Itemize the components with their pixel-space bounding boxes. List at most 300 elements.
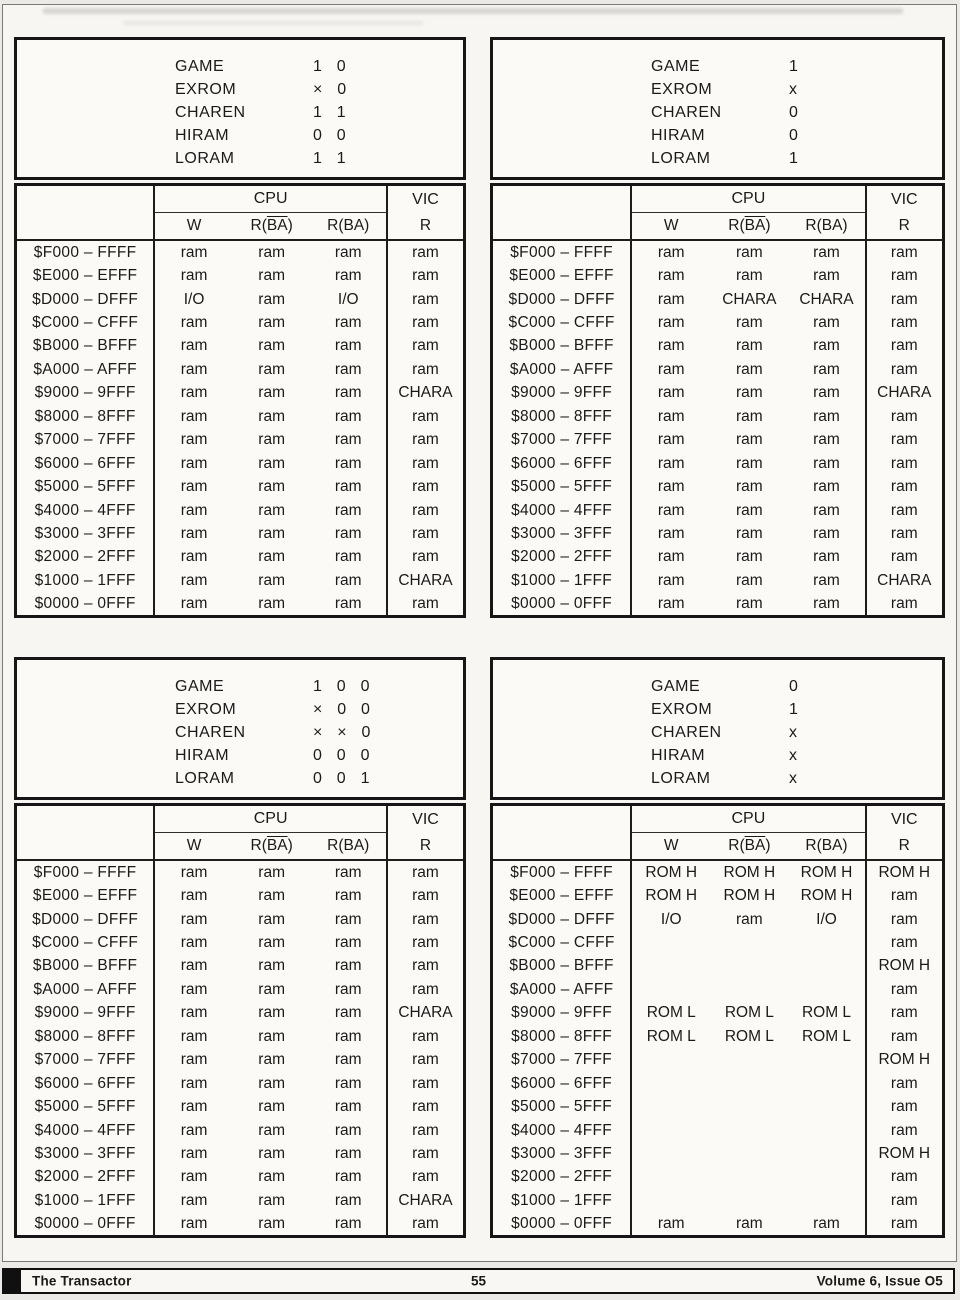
table-row — [493, 452, 942, 475]
config-row — [17, 124, 463, 147]
table-header-row-groups — [17, 806, 463, 833]
table-row — [17, 311, 463, 334]
table-row — [493, 522, 942, 545]
cpu-read-ba-low-cell — [710, 955, 788, 978]
vic-label: VIC — [412, 190, 439, 208]
address-column-corner — [17, 833, 155, 859]
ba-overline: $\overline{BA}$ — [744, 837, 766, 854]
config-row — [493, 101, 942, 124]
config-row — [493, 721, 942, 744]
cpu-read-ba-high-cell: ram — [788, 429, 866, 452]
signal-name: HIRAM — [175, 746, 230, 764]
cpu-write-cell: ram — [180, 910, 208, 928]
cpu-read-ba-low-cell: ROM L — [724, 1027, 774, 1045]
address-cell: $6000 – 6FFF — [17, 1072, 155, 1095]
cpu-read-ba-high-cell: ram — [310, 335, 388, 358]
cpu-read-ba-low-cell: ROM H — [723, 887, 776, 905]
cpu-write-cell: ram — [180, 571, 208, 589]
cpu-read-ba-high-cell — [788, 1049, 866, 1072]
vic-read-cell: ram — [412, 1168, 439, 1186]
cpu-read-ba-low-cell: ram — [258, 454, 285, 472]
cpu-read-ba-low-cell: ram — [258, 1215, 285, 1233]
table-row — [17, 241, 463, 264]
config-row — [17, 55, 463, 78]
vic-read-cell: ram — [890, 934, 918, 952]
address-cell: $7000 – 7FFF — [17, 1049, 155, 1072]
cpu-read-ba-high-cell: ram — [310, 522, 388, 545]
cpu-label: CPU — [253, 190, 288, 207]
table-row — [17, 288, 463, 311]
cpu-label: CPU — [253, 810, 288, 827]
table-row — [493, 311, 942, 334]
col-header-read-ba-high: R(BA) — [788, 833, 866, 859]
signal-name: LORAM — [651, 149, 711, 167]
vic-read-cell: ram — [412, 957, 439, 975]
scan-artifact — [43, 8, 903, 14]
address-cell: $9000 – 9FFF — [17, 382, 155, 405]
cpu-read-ba-high-cell: ROM H — [788, 861, 866, 884]
address-cell: $5000 – 5FFF — [17, 475, 155, 498]
cpu-read-ba-low-cell: ram — [258, 1051, 285, 1069]
cpu-read-ba-high-cell: ram — [788, 382, 866, 405]
cpu-read-ba-high-cell: ram — [310, 1213, 388, 1236]
address-cell: $6000 – 6FFF — [17, 452, 155, 475]
cpu-write-cell — [632, 1189, 710, 1212]
cpu-read-ba-high-cell: ram — [310, 1142, 388, 1165]
signal-value: 0 0 0 — [313, 746, 372, 764]
signal-config-box — [14, 657, 466, 800]
address-cell: $C000 – CFFF — [17, 311, 155, 334]
address-cell: $B000 – BFFF — [17, 955, 155, 978]
cpu-read-ba-high-cell: ram — [788, 405, 866, 428]
address-cell: $D000 – DFFF — [493, 908, 632, 931]
cpu-read-ba-low-cell: ram — [736, 548, 763, 566]
address-cell: $B000 – BFFF — [493, 335, 632, 358]
address-cell: $4000 – 4FFF — [17, 1119, 155, 1142]
table-row — [493, 241, 942, 264]
address-cell: $9000 – 9FFF — [17, 1002, 155, 1025]
cpu-read-ba-low-cell: ram — [258, 863, 285, 881]
signal-name: LORAM — [175, 149, 235, 167]
cpu-read-ba-low-cell: ram — [258, 910, 285, 928]
vic-read-cell: ram — [412, 524, 439, 542]
cpu-write-cell: ram — [180, 478, 208, 496]
address-cell: $0000 – 0FFF — [17, 1213, 155, 1236]
table-row — [17, 978, 463, 1001]
vic-read-cell: ram — [890, 887, 918, 905]
cpu-read-ba-low-cell: ram — [736, 431, 763, 449]
vic-read-cell: ram — [412, 1027, 439, 1045]
vic-column-group-header — [388, 806, 463, 833]
table-row — [493, 382, 942, 405]
cpu-read-ba-low-cell: ram — [736, 501, 763, 519]
address-cell: $E000 – EFFF — [493, 264, 632, 287]
vic-column-group-header — [867, 806, 942, 833]
vic-read-cell: ram — [890, 524, 918, 542]
address-cell: $A000 – AFFF — [17, 358, 155, 381]
cpu-write-cell: ram — [180, 1004, 208, 1022]
table-row — [17, 593, 463, 616]
cpu-read-ba-low-cell: ram — [736, 524, 763, 542]
address-cell: $D000 – DFFF — [17, 288, 155, 311]
config-row — [17, 744, 463, 767]
cpu-write-cell: ram — [180, 431, 208, 449]
signal-value: 0 — [789, 103, 800, 121]
address-column-corner — [493, 806, 632, 833]
cpu-read-ba-high-cell: ram — [788, 358, 866, 381]
scanned-page — [2, 4, 957, 1262]
vic-read-cell: ram — [412, 1121, 439, 1139]
cpu-write-cell: ram — [180, 314, 208, 332]
table-row — [493, 288, 942, 311]
cpu-read-ba-high-cell: ram — [310, 475, 388, 498]
cpu-read-ba-high-cell: ram — [310, 499, 388, 522]
config-row — [493, 698, 942, 721]
cpu-write-cell: ram — [180, 267, 208, 285]
vic-read-cell: ram — [890, 407, 918, 425]
cpu-read-ba-low-cell: ram — [258, 957, 285, 975]
r-close: ) — [765, 217, 771, 234]
cpu-read-ba-low-cell: ram — [258, 501, 285, 519]
cpu-read-ba-high-cell: ram — [310, 429, 388, 452]
table-row — [17, 1189, 463, 1212]
memory-map-table — [14, 803, 466, 1238]
cpu-write-cell: ROM L — [646, 1027, 696, 1045]
col-header-write: W — [663, 217, 679, 234]
address-cell: $1000 – 1FFF — [17, 1189, 155, 1212]
cpu-write-cell: ram — [180, 548, 208, 566]
cpu-write-cell — [632, 1072, 710, 1095]
cpu-read-ba-low-cell: ram — [258, 360, 285, 378]
signal-name: CHAREN — [175, 723, 246, 741]
config-row — [493, 124, 942, 147]
vic-read-cell: ROM H — [878, 1051, 931, 1069]
cpu-read-ba-high-cell: ram — [788, 335, 866, 358]
cpu-read-ba-high-cell: ram — [310, 569, 388, 592]
cpu-read-ba-low-cell: CHARA — [722, 290, 777, 308]
cpu-read-ba-high-cell: ram — [788, 522, 866, 545]
cpu-write-cell — [632, 978, 710, 1001]
table-row — [17, 1142, 463, 1165]
table-row — [17, 499, 463, 522]
cpu-read-ba-high-cell: ram — [310, 241, 388, 264]
signal-value: x — [789, 769, 799, 787]
cpu-read-ba-low-cell: ram — [736, 384, 763, 402]
vic-read-cell: ROM H — [878, 957, 931, 975]
page-footer — [2, 1268, 955, 1294]
cpu-read-ba-low-cell: ram — [258, 243, 285, 261]
config-list — [17, 55, 463, 170]
cpu-write-cell: ram — [657, 595, 685, 613]
address-cell: $C000 – CFFF — [493, 311, 632, 334]
address-cell: $E000 – EFFF — [493, 884, 632, 907]
cpu-write-cell: ram — [180, 407, 208, 425]
ba-overline: $\overline{BA}$ — [744, 217, 766, 234]
vic-column-group-header — [388, 186, 463, 213]
cpu-write-cell: ram — [657, 431, 685, 449]
cpu-write-cell — [632, 1119, 710, 1142]
table-row — [493, 1189, 942, 1212]
vic-read-cell: ram — [412, 887, 439, 905]
signal-value: 1 1 — [313, 149, 348, 167]
col-header-read-ba-low — [710, 213, 788, 239]
signal-name: CHAREN — [651, 723, 722, 741]
cpu-read-ba-high-cell: ram — [310, 978, 388, 1001]
cpu-read-ba-high-cell: ram — [788, 1213, 866, 1236]
cpu-write-cell: ram — [180, 1215, 208, 1233]
table-row — [493, 1119, 942, 1142]
cpu-read-ba-low-cell: ram — [736, 337, 763, 355]
address-cell: $5000 – 5FFF — [17, 1095, 155, 1118]
address-cell: $2000 – 2FFF — [17, 546, 155, 569]
address-column-corner — [17, 213, 155, 239]
cpu-column-group-header — [155, 186, 388, 213]
cpu-read-ba-high-cell: ram — [310, 264, 388, 287]
address-cell: $5000 – 5FFF — [493, 1095, 632, 1118]
cpu-write-cell: ram — [180, 1168, 208, 1186]
cpu-read-ba-high-cell — [788, 955, 866, 978]
signal-name: GAME — [175, 677, 225, 695]
cpu-read-ba-high-cell: ram — [788, 264, 866, 287]
table-row — [493, 429, 942, 452]
scan-artifact — [123, 21, 423, 25]
cpu-write-cell: ram — [657, 524, 685, 542]
footer-publication: The Transactor — [32, 1273, 132, 1289]
table-row — [17, 452, 463, 475]
signal-value: 1 — [789, 700, 800, 718]
table-row — [17, 1025, 463, 1048]
cpu-read-ba-high-cell: ram — [788, 499, 866, 522]
table-body — [493, 861, 942, 1236]
address-cell: $7000 – 7FFF — [493, 1049, 632, 1072]
signal-name: EXROM — [651, 80, 713, 98]
address-cell: $0000 – 0FFF — [493, 1213, 632, 1236]
r-close: ) — [765, 837, 771, 854]
address-cell: $D000 – DFFF — [17, 908, 155, 931]
table-row — [493, 358, 942, 381]
cpu-read-ba-high-cell: I/O — [310, 288, 388, 311]
address-cell: $3000 – 3FFF — [493, 522, 632, 545]
footer-issue: Volume 6, Issue O5 — [816, 1273, 943, 1289]
vic-read-cell: ram — [412, 407, 439, 425]
table-row — [493, 335, 942, 358]
vic-read-cell: ram — [412, 243, 439, 261]
cpu-read-ba-high-cell: ram — [310, 1189, 388, 1212]
cpu-write-cell: ram — [180, 454, 208, 472]
config-list — [493, 675, 942, 790]
signal-value: 0 0 1 — [313, 769, 372, 787]
cpu-read-ba-low-cell: ram — [736, 595, 763, 613]
vic-read-cell: ram — [890, 267, 918, 285]
signal-name: CHAREN — [175, 103, 246, 121]
config-row — [493, 675, 942, 698]
table-row — [17, 1049, 463, 1072]
r-close: ) — [287, 837, 293, 854]
table-body — [17, 241, 463, 616]
table-row — [493, 861, 942, 884]
cpu-read-ba-high-cell: ram — [310, 382, 388, 405]
table-row — [493, 1002, 942, 1025]
cpu-read-ba-low-cell: ram — [736, 1215, 763, 1233]
cpu-read-ba-high-cell: ram — [310, 1049, 388, 1072]
cpu-read-ba-high-cell — [788, 1189, 866, 1212]
cpu-write-cell: ram — [657, 243, 685, 261]
vic-read-cell: ram — [890, 478, 918, 496]
vic-read-cell: ram — [890, 910, 918, 928]
cpu-column-group-header — [632, 806, 866, 833]
memory-config-group-top-left — [14, 37, 466, 618]
cpu-write-cell: ram — [180, 1144, 208, 1162]
vic-read-cell: ram — [890, 1027, 918, 1045]
address-cell: $1000 – 1FFF — [493, 569, 632, 592]
vic-read-cell: ram — [412, 431, 439, 449]
address-cell: $8000 – 8FFF — [17, 1025, 155, 1048]
table-row — [17, 1119, 463, 1142]
cpu-write-cell: ram — [180, 980, 208, 998]
signal-value: × × 0 — [313, 723, 373, 741]
vic-read-cell: ram — [890, 431, 918, 449]
cpu-read-ba-low-cell: ram — [258, 548, 285, 566]
address-cell: $4000 – 4FFF — [17, 499, 155, 522]
table-header-row-groups — [493, 186, 942, 213]
vic-label: VIC — [890, 810, 918, 828]
table-row — [493, 1213, 942, 1236]
address-column-corner — [493, 186, 632, 213]
vic-read-cell: ram — [890, 980, 918, 998]
cpu-read-ba-high-cell: ROM L — [788, 1025, 866, 1048]
cpu-write-cell: ram — [657, 454, 685, 472]
cpu-read-ba-low-cell: ram — [258, 524, 285, 542]
vic-read-cell: CHARA — [398, 1004, 453, 1022]
vic-read-cell: ROM H — [878, 863, 931, 881]
cpu-read-ba-low-cell — [710, 1119, 788, 1142]
signal-name: GAME — [651, 57, 701, 75]
table-row — [17, 1166, 463, 1189]
table-row — [17, 908, 463, 931]
cpu-read-ba-low-cell: ROM L — [724, 1004, 774, 1022]
cpu-read-ba-low-cell — [710, 1095, 788, 1118]
cpu-read-ba-low-cell — [710, 1166, 788, 1189]
cpu-read-ba-low-cell: ram — [258, 887, 285, 905]
table-row — [17, 475, 463, 498]
cpu-read-ba-high-cell: ROM H — [788, 884, 866, 907]
config-row — [17, 767, 463, 790]
signal-config-box — [490, 37, 945, 180]
vic-read-cell: ram — [890, 1098, 918, 1116]
cpu-read-ba-high-cell: ram — [310, 546, 388, 569]
address-cell: $8000 – 8FFF — [493, 405, 632, 428]
address-cell: $F000 – FFFF — [493, 861, 632, 884]
cpu-read-ba-high-cell: ram — [788, 241, 866, 264]
col-header-write: W — [186, 837, 202, 854]
vic-read-cell: ram — [890, 1074, 918, 1092]
cpu-write-cell: ram — [657, 1215, 685, 1233]
address-cell: $A000 – AFFF — [493, 978, 632, 1001]
col-header-vic-read: R — [419, 217, 432, 234]
config-row — [17, 78, 463, 101]
cpu-read-ba-low-cell: ram — [736, 243, 763, 261]
cpu-read-ba-high-cell: ram — [788, 475, 866, 498]
table-row — [493, 1072, 942, 1095]
cpu-read-ba-high-cell: I/O — [788, 908, 866, 931]
signal-config-box — [14, 37, 466, 180]
address-cell: $C000 – CFFF — [493, 931, 632, 954]
footer-page-number: 55 — [470, 1273, 487, 1289]
table-row — [17, 884, 463, 907]
cpu-read-ba-low-cell: ram — [736, 407, 763, 425]
signal-name: GAME — [651, 677, 701, 695]
vic-read-cell: ROM H — [878, 1144, 931, 1162]
cpu-read-ba-low-cell: ram — [258, 407, 285, 425]
col-header-write: W — [186, 217, 202, 234]
cpu-write-cell: ROM H — [645, 887, 698, 905]
cpu-write-cell: ram — [657, 337, 685, 355]
config-row — [17, 721, 463, 744]
cpu-write-cell: ram — [657, 384, 685, 402]
cpu-write-cell: ram — [180, 887, 208, 905]
vic-read-cell: ram — [890, 337, 918, 355]
cpu-read-ba-low-cell: ram — [736, 478, 763, 496]
vic-read-cell: ram — [412, 548, 439, 566]
cpu-read-ba-high-cell: CHARA — [788, 288, 866, 311]
cpu-read-ba-low-cell: ram — [258, 1004, 285, 1022]
cpu-write-cell: ram — [180, 243, 208, 261]
address-cell: $F000 – FFFF — [17, 241, 155, 264]
config-row — [493, 744, 942, 767]
cpu-read-ba-high-cell: ram — [310, 1072, 388, 1095]
signal-config-box — [490, 657, 945, 800]
vic-read-cell: ram — [890, 1168, 918, 1186]
signal-value: 1 0 0 — [313, 677, 372, 695]
cpu-read-ba-high-cell: ram — [310, 908, 388, 931]
cpu-write-cell: ram — [657, 548, 685, 566]
col-header-read-ba-low — [233, 213, 311, 239]
cpu-read-ba-low-cell: ram — [258, 1027, 285, 1045]
vic-read-cell: ram — [412, 863, 439, 881]
cpu-read-ba-low-cell — [710, 1049, 788, 1072]
vic-read-cell: ram — [412, 360, 439, 378]
vic-read-cell: ram — [412, 1051, 439, 1069]
table-row — [493, 931, 942, 954]
table-row — [17, 429, 463, 452]
address-column-corner — [493, 833, 632, 859]
cpu-read-ba-low-cell: ram — [258, 1144, 285, 1162]
cpu-read-ba-low-cell: ram — [736, 910, 763, 928]
cpu-read-ba-high-cell: ram — [310, 358, 388, 381]
address-cell: $A000 – AFFF — [493, 358, 632, 381]
vic-read-cell: ram — [890, 454, 918, 472]
cpu-write-cell: ram — [180, 1074, 208, 1092]
col-header-read-ba-high: R(BA) — [788, 213, 866, 239]
cpu-read-ba-high-cell: ram — [310, 1095, 388, 1118]
vic-read-cell: ram — [890, 290, 918, 308]
cpu-read-ba-high-cell: ROM L — [788, 1002, 866, 1025]
table-row — [17, 569, 463, 592]
cpu-write-cell: I/O — [183, 290, 205, 308]
cpu-read-ba-low-cell: ram — [258, 1074, 285, 1092]
cpu-write-cell: ram — [657, 571, 685, 589]
cpu-read-ba-low-cell: ram — [736, 360, 763, 378]
vic-label: VIC — [890, 190, 918, 208]
cpu-read-ba-low-cell: ROM H — [723, 863, 776, 881]
cpu-write-cell: ram — [657, 314, 685, 332]
cpu-read-ba-high-cell: ram — [788, 311, 866, 334]
signal-value: 0 — [789, 126, 800, 144]
address-cell: $3000 – 3FFF — [17, 522, 155, 545]
col-header-read-ba-low — [710, 833, 788, 859]
vic-read-cell: ram — [890, 501, 918, 519]
cpu-read-ba-low-cell: ram — [258, 934, 285, 952]
